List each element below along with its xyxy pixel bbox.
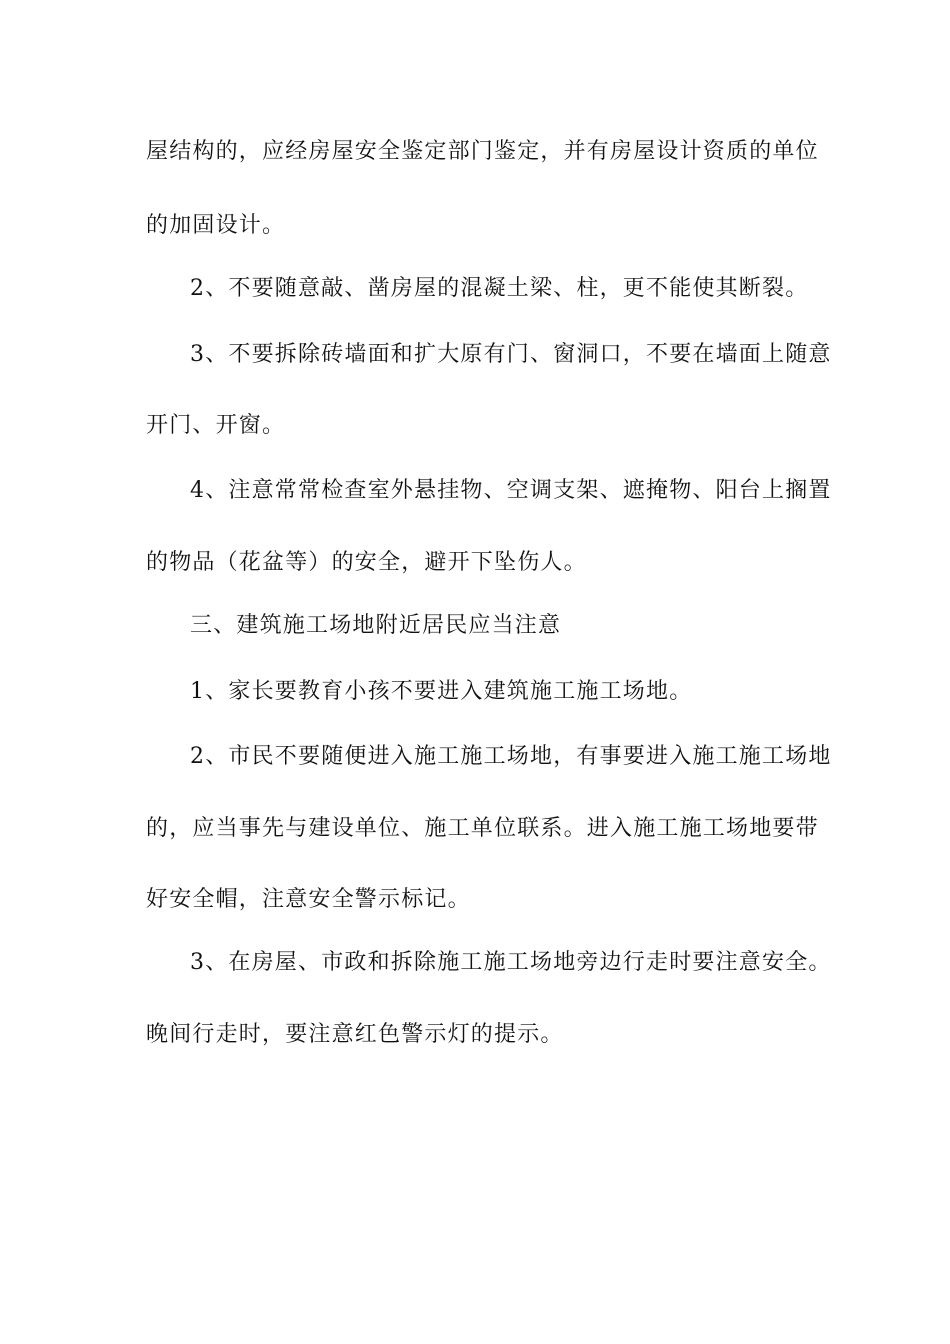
paragraph-line: 2、市民不要随便进入施工施工场地，有事要进入施工施工场地 [190,744,832,769]
paragraph-line: 的物品（花盆等）的安全，避开下坠伤人。 [146,550,587,575]
paragraph-line: 开门、开窗。 [146,413,286,438]
paragraph-line: 晚间行走时，要注意红色警示灯的提示。 [146,1022,564,1047]
paragraph-line: 3、在房屋、市政和拆除施工施工场地旁边行走时要注意安全。 [190,950,832,975]
paragraph-line: 2、不要随意敲、凿房屋的混凝土梁、柱，更不能使其断裂。 [190,276,809,301]
section-heading: 三、建筑施工场地附近居民应当注意 [190,613,562,638]
paragraph-line: 3、不要拆除砖墙面和扩大原有门、窗洞口，不要在墙面上随意 [190,342,832,367]
paragraph-line: 1、家长要教育小孩不要进入建筑施工施工场地。 [190,679,693,704]
paragraph-line: 的加固设计。 [146,213,286,238]
paragraph-line: 的，应当事先与建设单位、施工单位联系。进入施工施工场地要带 [146,816,819,841]
paragraph-line: 4、注意常常检查室外悬挂物、空调支架、遮掩物、阳台上搁置 [190,478,832,503]
paragraph-line: 好安全帽，注意安全警示标记。 [146,887,471,912]
paragraph-line: 屋结构的，应经房屋安全鉴定部门鉴定，并有房屋设计资质的单位 [146,139,819,164]
